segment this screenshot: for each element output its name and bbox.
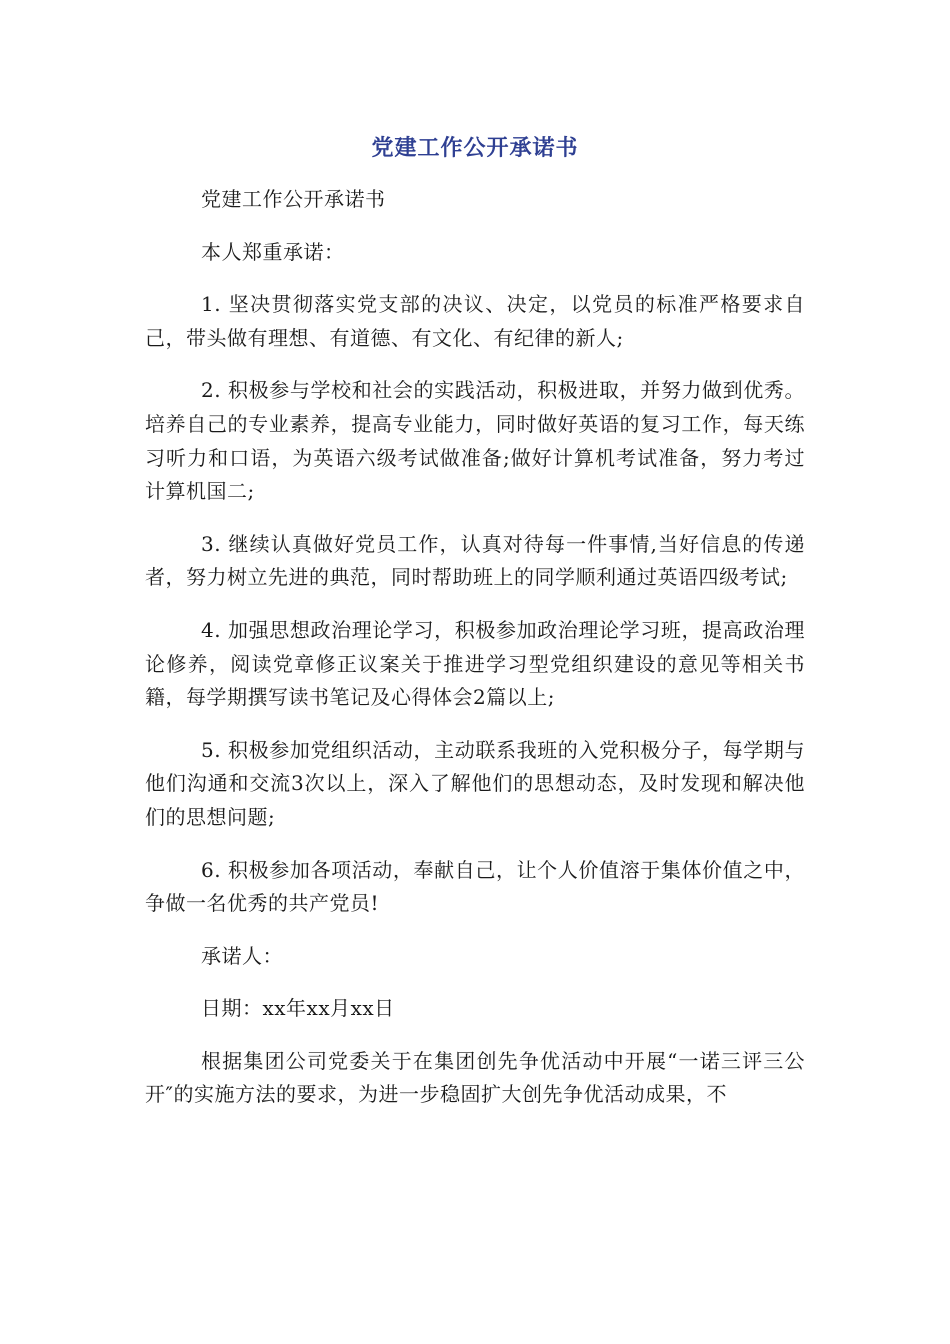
commitment-item-6: 6. 积极参加各项活动，奉献自己，让个人价值溶于集体价值之中，争做一名优秀的共产党员! — [145, 857, 805, 916]
document-body — [145, 183, 805, 1112]
subtitle-paragraph: 党建工作公开承诺书 — [201, 187, 386, 211]
commitment-item-4: 4. 加强思想政治理论学习，积极参加政治理论学习班，提高政治理论修养，阅读党章修正议案关于推进学习型党组织建设的意见等相关书籍，每学期撰写读书笔记及心得体会2篇以上; — [145, 617, 805, 710]
commitment-item-1: 1. 坚决贯彻落实党支部的决议、决定，以党员的标准严格要求自己，带头做有理想、有道德、有文化、有纪律的新人; — [145, 292, 805, 350]
opening-paragraph: 本人郑重承诺： — [201, 239, 345, 264]
closing-paragraph: 根据集团公司党委关于在集团创先争优活动中开展“一诺三评三公开″的实施方法的要求，为进一步稳固扩大创先争优活动成果，不 — [145, 1048, 805, 1107]
commitment-item-5: 5. 积极参加党组织活动，主动联系我班的入党积极分子，每学期与他们沟通和交流3次以上，深入了解他们的思想动态，及时发现和解决他们的思想问题; — [145, 737, 805, 829]
date-line: 日期：xx年xx月xx日 — [201, 996, 395, 1021]
commitment-item-2: 2. 积极参与学校和社会的实践活动，积极进取，并努力做到优秀。培养自己的专业素养，提高专业能力，同时做好英语的复习工作，每天练习听力和口语，为英语六级考试做准备;做好计算机考试准备，努力考过计算机国二; — [145, 378, 805, 504]
commitment-item-3: 3. 继续认真做好党员工作，认真对待每一件事情,当好信息的传递者，努力树立先进的典范，同时帮助班上的同学顺利通过英语四级考试; — [145, 531, 805, 590]
document-title: 党建工作公开承诺书 — [371, 136, 579, 161]
signer-label: 承诺人： — [201, 943, 283, 968]
